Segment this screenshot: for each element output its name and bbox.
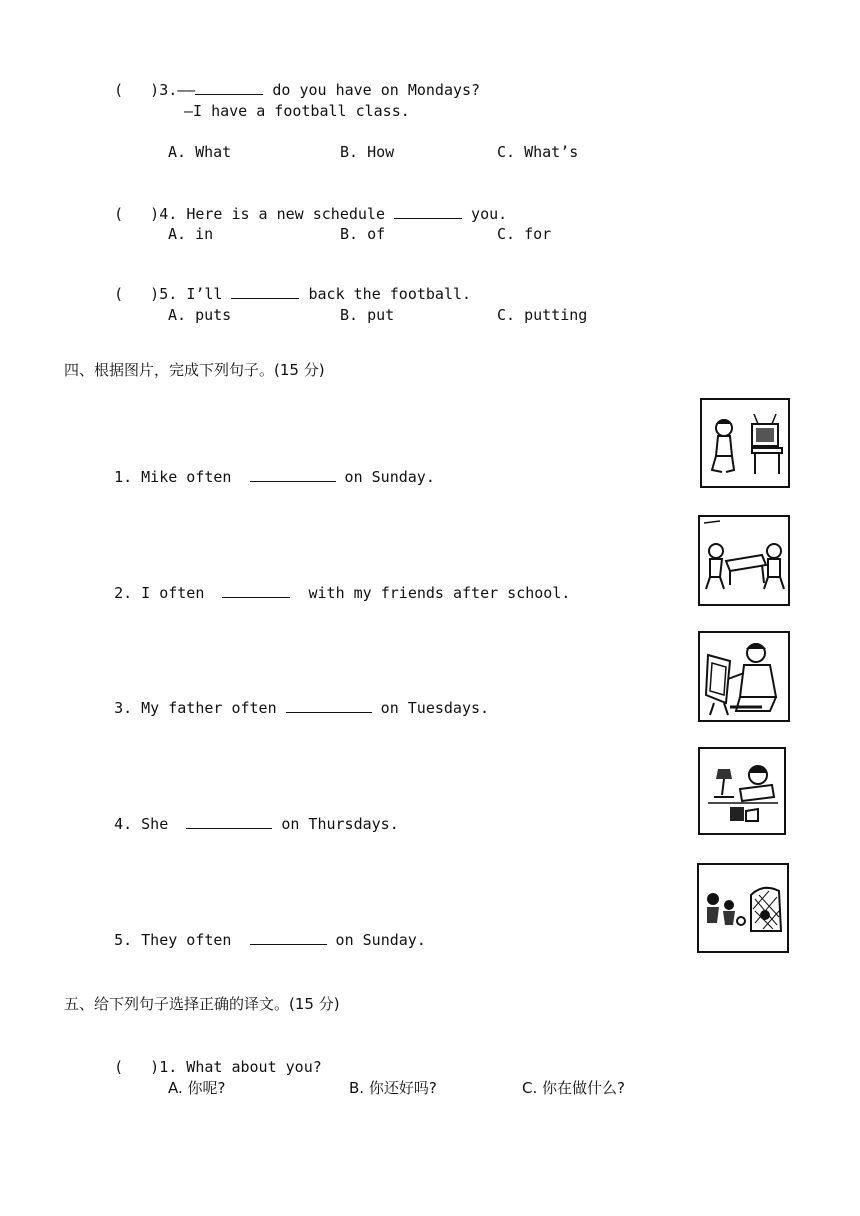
option-a[interactable]: A. puts [168, 306, 232, 324]
question-text-end: back the football. [299, 285, 472, 303]
option-b[interactable]: B. put [340, 306, 395, 324]
answer-blank[interactable] [250, 467, 336, 482]
question-4 [96, 184, 507, 224]
answer-blank[interactable] [186, 814, 272, 829]
answer-paren[interactable]: ( ) [114, 205, 160, 223]
sentence-start: 3. My father often [114, 699, 286, 717]
sentence-end: on Sunday. [335, 468, 435, 486]
question-text: I’ll [186, 285, 232, 303]
translation-question-1 [96, 1037, 322, 1077]
sentence-start: 1. Mike often [114, 468, 250, 486]
tv-icon [702, 400, 788, 486]
answer-blank[interactable] [286, 698, 372, 713]
answer-blank[interactable] [394, 204, 462, 219]
option-b[interactable]: B. of [340, 225, 386, 243]
question-3 [96, 60, 480, 100]
sentence-start: 5. They often [114, 931, 250, 949]
picture-sentence-3 [96, 678, 489, 718]
question-text: 1. What about you? [159, 1058, 322, 1076]
sentence-end: on Thursdays. [272, 815, 399, 833]
answer-paren[interactable]: ( ) [114, 81, 160, 99]
question-number: 4. [159, 205, 178, 223]
picture-sentence-5 [96, 910, 426, 950]
sentence-end: with my friends after school. [290, 584, 571, 602]
option-c[interactable]: C. for [497, 225, 552, 243]
man-painting-picture [698, 631, 790, 722]
lamp-icon [700, 749, 784, 833]
option-b[interactable]: B. How [340, 143, 395, 161]
option-b[interactable]: B. 你还好吗? [349, 1079, 437, 1097]
answer-paren[interactable]: ( ) [114, 285, 160, 303]
option-c[interactable]: C. putting [497, 306, 588, 324]
girl-reading-picture [698, 747, 786, 835]
answer-blank[interactable] [250, 930, 327, 945]
answer-paren[interactable]: ( ) [114, 1058, 160, 1076]
question-number: 3. [159, 81, 178, 99]
picture-sentence-1 [96, 447, 435, 487]
sentence-end: on Tuesdays. [371, 699, 490, 717]
question-text: do you have on Mondays? [263, 81, 481, 99]
option-a[interactable]: A. 你呢? [168, 1079, 226, 1097]
question-text: Here is a new schedule [186, 205, 395, 223]
children-football-picture [697, 863, 789, 953]
sentence-end: on Sunday. [326, 931, 426, 949]
question-3-reply: —I have a football class. [184, 102, 410, 120]
answer-blank[interactable] [195, 80, 263, 95]
picture-sentence-2 [96, 563, 570, 603]
ping-pong-picture [698, 515, 790, 606]
picture-sentence-4 [96, 794, 399, 834]
section-5-heading: 五、给下列句子选择正确的译文。(15 分) [64, 995, 340, 1013]
sentence-start: 4. She [114, 815, 187, 833]
answer-blank[interactable] [231, 284, 299, 299]
boy-watching-tv-picture [700, 398, 790, 488]
option-a[interactable]: A. in [168, 225, 214, 243]
dialogue-dash: —— [177, 81, 196, 99]
sentence-start: 2. I often [114, 584, 223, 602]
football-goal-icon [699, 865, 787, 951]
option-c[interactable]: C. 你在做什么? [522, 1079, 625, 1097]
option-c[interactable]: C. What’s [497, 143, 579, 161]
section-4-heading: 四、根据图片，完成下列句子。(15 分) [64, 361, 325, 379]
easel-icon [700, 633, 788, 720]
question-text-end: you. [462, 205, 508, 223]
ping-pong-icon [700, 517, 788, 604]
question-5 [96, 264, 471, 304]
option-a[interactable]: A. What [168, 143, 232, 161]
answer-blank[interactable] [222, 583, 290, 598]
question-number: 5. [159, 285, 178, 303]
